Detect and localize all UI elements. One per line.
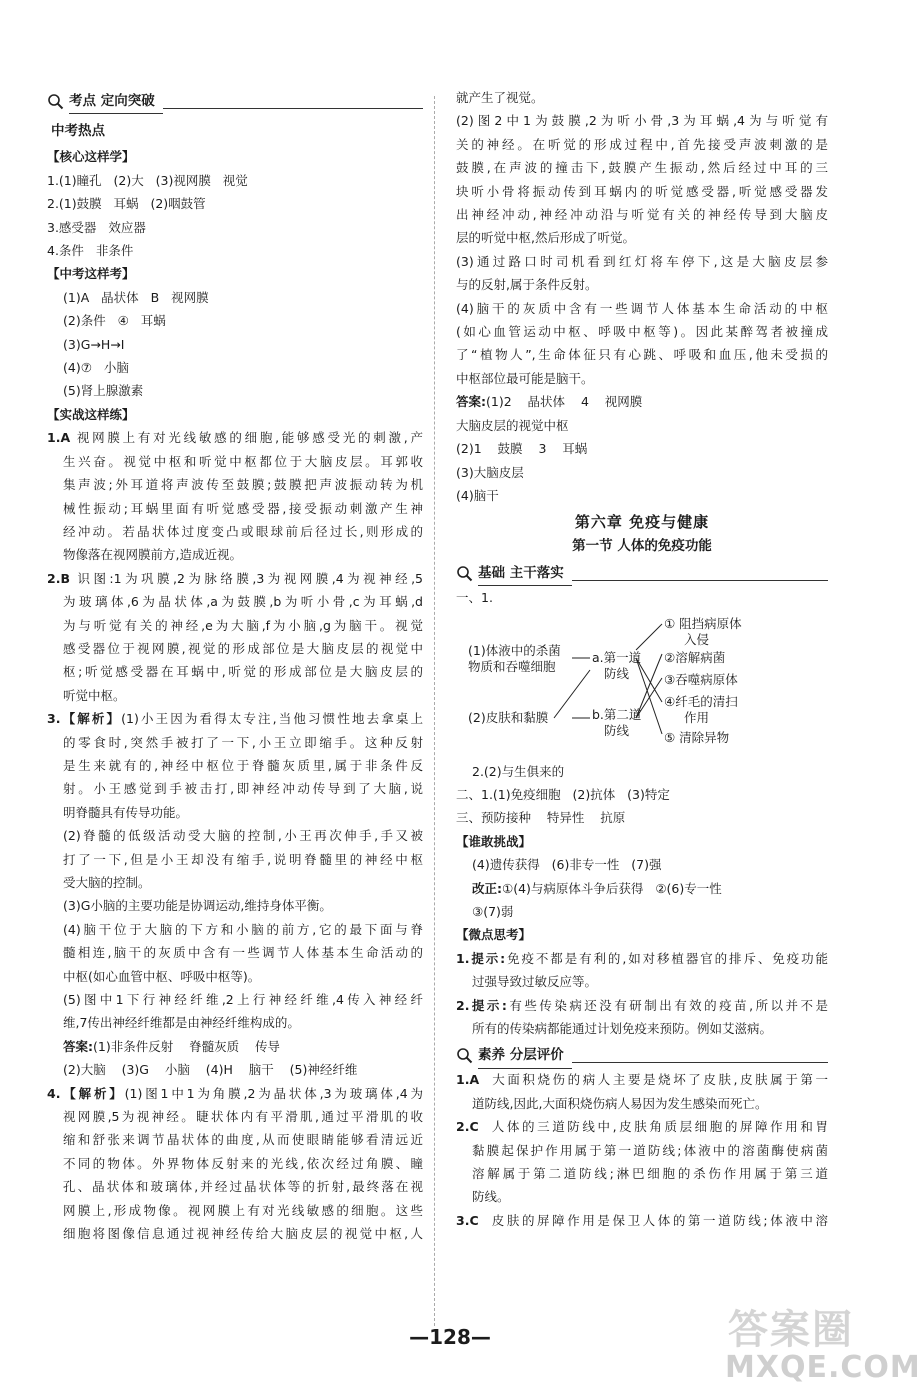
- text-line: 网膜上,形成物像。视网膜上有对光线敏感的细胞。这些: [63, 1202, 423, 1218]
- text-line: 集声波;外耳道将声波传至鼓膜;鼓膜把声波振动转为机: [63, 477, 423, 493]
- item-line: 二、1.(1)免疫细胞 (2)抗体 (3)特定: [456, 786, 670, 802]
- text-line: 过强导致过敏反应等。: [472, 974, 598, 990]
- section-title: 素养 分层评价: [478, 1044, 572, 1068]
- hint-1-first-line: 1.提示:免疫不都是有利的,如对移植器官的排斥、免疫功能: [456, 950, 828, 966]
- answer-line: (4)⑦ 小脑: [63, 360, 129, 376]
- text-line: 中枢(如心血管中枢、呼吸中枢等)。: [63, 968, 261, 984]
- item-line: 2.(2)与生俱来的: [472, 763, 565, 779]
- answer-line: 答案:(1)非条件反射 脊髓灰质 传导: [63, 1038, 280, 1054]
- text-line: 打了一下,但是小王却没有缩手,说明脊髓里的神经中枢: [63, 851, 423, 867]
- text-line: 经冲动。若晶状体过度变凸或眼球前后径过长,则形成的: [63, 523, 423, 539]
- text-line: (2)脊髓的低级活动受大脑的控制,小王再次伸手,手又被: [63, 828, 423, 844]
- text-line: 所有的传染病都能通过计划免疫来预防。例如艾滋病。: [472, 1021, 773, 1036]
- block-header: 【中考这样考】: [47, 266, 135, 282]
- magnifier-icon: [47, 93, 65, 111]
- watermark-domain: MXQE.COM: [725, 1350, 921, 1385]
- diagram-mid-b: b.第二道: [592, 706, 642, 722]
- answer-line: 改正:①(4)与病原体斗争后获得 ②(6)专一性: [472, 880, 722, 896]
- text-line: 明脊髓具有传导功能。: [63, 804, 189, 820]
- question-2-first-line: 2.B 识图:1为巩膜,2为脉络膜,3为视网膜,4为视神经,5: [47, 570, 423, 586]
- answer-line: (3)大脑皮层: [456, 464, 524, 480]
- question-1-first-line: 1.A 视网膜上有对光线敏感的细胞,能够感受光的刺激,产: [47, 430, 423, 446]
- answer-line: 2.(1)鼓膜 耳蜗 (2)咽鼓管: [47, 196, 206, 212]
- text-line: 防线。: [472, 1189, 510, 1205]
- text-line: 维,7传出神经纤维都是由神经纤维构成的。: [63, 1015, 300, 1031]
- text-line: (2)图2中1为鼓膜,2为听小骨,3为耳蜗,4为与听觉有: [456, 113, 828, 129]
- text-line: (4)脑干位于大脑的下方和小脑的前方,它的最下面与脊: [63, 921, 423, 937]
- question-4-first-line: 4.【解析】(1)图1中1为角膜,2为晶状体,3为玻璃体,4为: [47, 1085, 423, 1101]
- section-title: 基础 主干落实: [478, 562, 572, 586]
- text-line: 层的听觉中枢,然后形成了听觉。: [456, 230, 635, 246]
- watermark-logo: 答案圈: [728, 1307, 854, 1353]
- diagram-mid-a: a.第一道: [592, 649, 642, 665]
- hint-label: 1.提示:: [456, 950, 506, 966]
- answer-line: (5)肾上腺激素: [63, 383, 144, 399]
- answer-label: 答案:: [456, 394, 486, 410]
- answer-line: 4.条件 非条件: [47, 243, 134, 259]
- text-line: 射。小王感觉到手被击打,即神经冲动传导到了大脑,说: [63, 781, 423, 797]
- diagram-left-b: (2)皮肤和黏膜: [468, 709, 549, 725]
- answer-line: 1.(1)瞳孔 (2)大 (3)视网膜 视觉: [47, 172, 248, 188]
- answer-line: (2)大脑 (3)G 小脑 (4)H 脑干 (5)神经纤维: [63, 1062, 358, 1078]
- text-line: 中枢部位最可能是脑干。: [456, 370, 594, 386]
- subheading-zhongkao-redian: 中考热点: [51, 123, 105, 139]
- answer-line: ③(7)弱: [472, 903, 514, 919]
- answer-line: (3)G→H→I: [63, 336, 125, 352]
- diagram-connectors: [456, 610, 828, 760]
- page-number: —128—: [409, 1325, 491, 1349]
- answer-line: (4)脑干: [456, 487, 499, 503]
- text-line: 受大脑的控制。: [63, 875, 151, 890]
- diagram-left-a: (1)体液中的杀菌: [468, 642, 561, 658]
- question-number: 4.【解析】: [47, 1085, 125, 1101]
- item-line: 三、预防接种 特异性 抗原: [456, 810, 626, 826]
- section-rule: [163, 95, 423, 109]
- text-line: (5)图中1下行神经纤维,2上行神经纤维,4传入神经纤: [63, 992, 423, 1008]
- block-header: 【微点思考】: [456, 927, 532, 943]
- magnifier-icon: [456, 1047, 474, 1065]
- diagram-right-4: 作用: [684, 709, 710, 725]
- eval-1-first-line: 1.A 大面积烧伤的病人主要是烧坏了皮肤,皮肤属于第一: [456, 1072, 828, 1088]
- text-line: 枢;听觉感受器在耳蜗中,听觉的形成部位是大脑皮层的: [63, 664, 423, 680]
- immune-defense-diagram: [456, 610, 828, 760]
- section-header-suyang: [456, 1044, 828, 1068]
- question-number: 3.【解析】: [47, 711, 122, 727]
- text-line: (如心血管运动中枢、呼吸中枢等)。因此某醉驾者被撞成: [456, 324, 828, 340]
- section-title: 考点 定向突破: [69, 90, 163, 114]
- section-header-jichu: [456, 562, 828, 586]
- text-line: 了“植物人”,生命体征只有心跳、呼吸和血压,他未受损的: [456, 347, 828, 363]
- text-line: 视网膜,5为视神经。睫状体内有平滑肌,通过平滑肌的收: [63, 1109, 423, 1125]
- question-number: 1.A: [47, 430, 71, 446]
- answer-line: 3.感受器 效应器: [47, 219, 146, 235]
- text-line: 听觉中枢。: [63, 687, 126, 703]
- answer-line: (2)条件 ④ 耳蜗: [63, 313, 166, 329]
- block-header: 【实战这样练】: [47, 406, 135, 422]
- magnifier-icon: [456, 565, 474, 583]
- question-number: 1.A: [456, 1072, 480, 1088]
- diagram-mid-a: 防线: [604, 665, 630, 681]
- section-title: 第一节 人体的免疫功能: [572, 537, 712, 554]
- text-line: 为玻璃体,6为晶状体,a为鼓膜,b为听小骨,c为耳蜗,d: [63, 594, 423, 610]
- answer-line: 答案:(1)2 晶状体 4 视网膜: [456, 394, 643, 410]
- hint-label: 2.提示:: [456, 997, 507, 1013]
- block-header: 【核心这样学】: [47, 149, 135, 165]
- diagram-right-5: ⑤ 清除异物: [664, 729, 730, 745]
- text-line: 生兴奋。视觉中枢和听觉中枢都位于大脑皮层。耳郭收: [63, 453, 423, 469]
- diagram-right-1: ① 阻挡病原体: [664, 615, 742, 631]
- text-line: 不同的物体。外界物体反射来的光线,依次经过角膜、瞳: [63, 1155, 423, 1171]
- answer-line: 大脑皮层的视觉中枢: [456, 417, 569, 433]
- diagram-right-4: ④纤毛的清扫: [664, 693, 738, 709]
- diagram-right-3: ③吞噬病原体: [664, 671, 738, 687]
- diagram-right-1: 入侵: [684, 631, 710, 647]
- text-line: 与的反射,属于条件反射。: [456, 277, 598, 293]
- section-header-kaodian: [47, 90, 423, 114]
- section-rule: [572, 1049, 828, 1063]
- eval-2-first-line: 2.C 人体的三道防线中,皮肤角质层细胞的屏障作用和胃: [456, 1119, 828, 1135]
- question-number: 2.C: [456, 1119, 479, 1135]
- column-divider: [434, 96, 435, 1326]
- text-line: 块听小骨将振动传到耳蜗内的听觉感受器,听觉感受器发: [456, 183, 828, 199]
- text-line: 关的神经。在听觉的形成过程中,首先接受声波刺激的是: [456, 136, 828, 152]
- eval-3-first-line: 3.C 皮肤的屏障作用是保卫人体的第一道防线;体液中溶: [456, 1212, 828, 1228]
- diagram-mid-b: 防线: [604, 722, 630, 738]
- question-number: 2.B: [47, 570, 70, 586]
- text-line: 鼓膜,在声波的撞击下,鼓膜产生振动,然后经过中耳的三: [456, 160, 828, 176]
- answer-label: 答案:: [63, 1038, 93, 1054]
- text-line: 的零食时,突然手被打了一下,小王立即缩手。这种反射: [63, 734, 423, 750]
- text-line: (4)脑干的灰质中含有一些调节人体基本生命活动的中枢: [456, 300, 828, 316]
- text-line: 感受器位于视网膜,视觉的形成部位是大脑皮层的视觉中: [63, 640, 423, 656]
- text-line: 髓相连,脑干的灰质中含有一些调节人体基本生命活动的: [63, 945, 423, 961]
- text-line: (3)通过路口时司机看到红灯将车停下,这是大脑皮层参: [456, 253, 828, 269]
- text-line: 孔、晶状体和玻璃体,并经过晶状体等的折射,最终落在视: [63, 1179, 423, 1195]
- item-label: 一、1.: [456, 590, 493, 606]
- diagram-left-a: 物质和吞噬细胞: [468, 658, 556, 674]
- text-line: 黏膜起保护作用属于第一道防线;体液中的溶菌酶使病菌: [472, 1142, 828, 1158]
- right-column: [456, 86, 828, 1232]
- text-line: 物像落在视网膜前方,造成近视。: [63, 547, 242, 563]
- block-header: 【谁敢挑战】: [456, 833, 532, 849]
- answer-line: (4)遗传获得 (6)非专一性 (7)强: [472, 857, 662, 873]
- answer-line: (2)1 鼓膜 3 耳蜗: [456, 441, 588, 457]
- text-line: 道防线,因此,大面积烧伤病人易因为发生感染而死亡。: [472, 1095, 768, 1111]
- diagram-right-2: ②溶解病菌: [664, 649, 726, 665]
- text-line: 为与听觉有关的神经,e为大脑,f为小脑,g为脑干。视觉: [63, 617, 423, 633]
- left-column: [47, 86, 423, 1246]
- question-number: 3.C: [456, 1212, 479, 1228]
- text-line: 缩和舒张来调节晶状体的曲度,从而使眼睛能够看清远近: [63, 1132, 423, 1148]
- text-line: 是生来就有的,神经中枢位于脊髓灰质里,属于非条件反: [63, 757, 423, 773]
- answer-line: (1)A 晶状体 B 视网膜: [63, 289, 209, 305]
- hint-2-first-line: 2.提示:有些传染病还没有研制出有效的疫苗,所以并不是: [456, 997, 828, 1013]
- text-line: 就产生了视觉。: [456, 90, 544, 105]
- section-rule: [572, 567, 828, 581]
- question-3-first-line: 3.【解析】(1)小王因为看得太专注,当他习惯性地去拿桌上: [47, 711, 423, 727]
- text-line: 溶解属于第二道防线;淋巴细胞的杀伤作用属于第三道: [472, 1166, 828, 1182]
- text-line: (3)G小脑的主要功能是协调运动,维持身体平衡。: [63, 898, 332, 914]
- correction-label: 改正:: [472, 880, 502, 896]
- text-line: 出神经冲动,神经冲动沿与听觉有关的神经传导到大脑皮: [456, 207, 828, 223]
- text-line: 细胞将图像信息通过视神经传给大脑皮层的视觉中枢,人: [63, 1226, 423, 1242]
- text-line: 械性振动;耳蜗里面有听觉感受器,接受振动刺激产生神: [63, 500, 423, 516]
- chapter-title: 第六章 免疫与健康: [574, 513, 710, 532]
